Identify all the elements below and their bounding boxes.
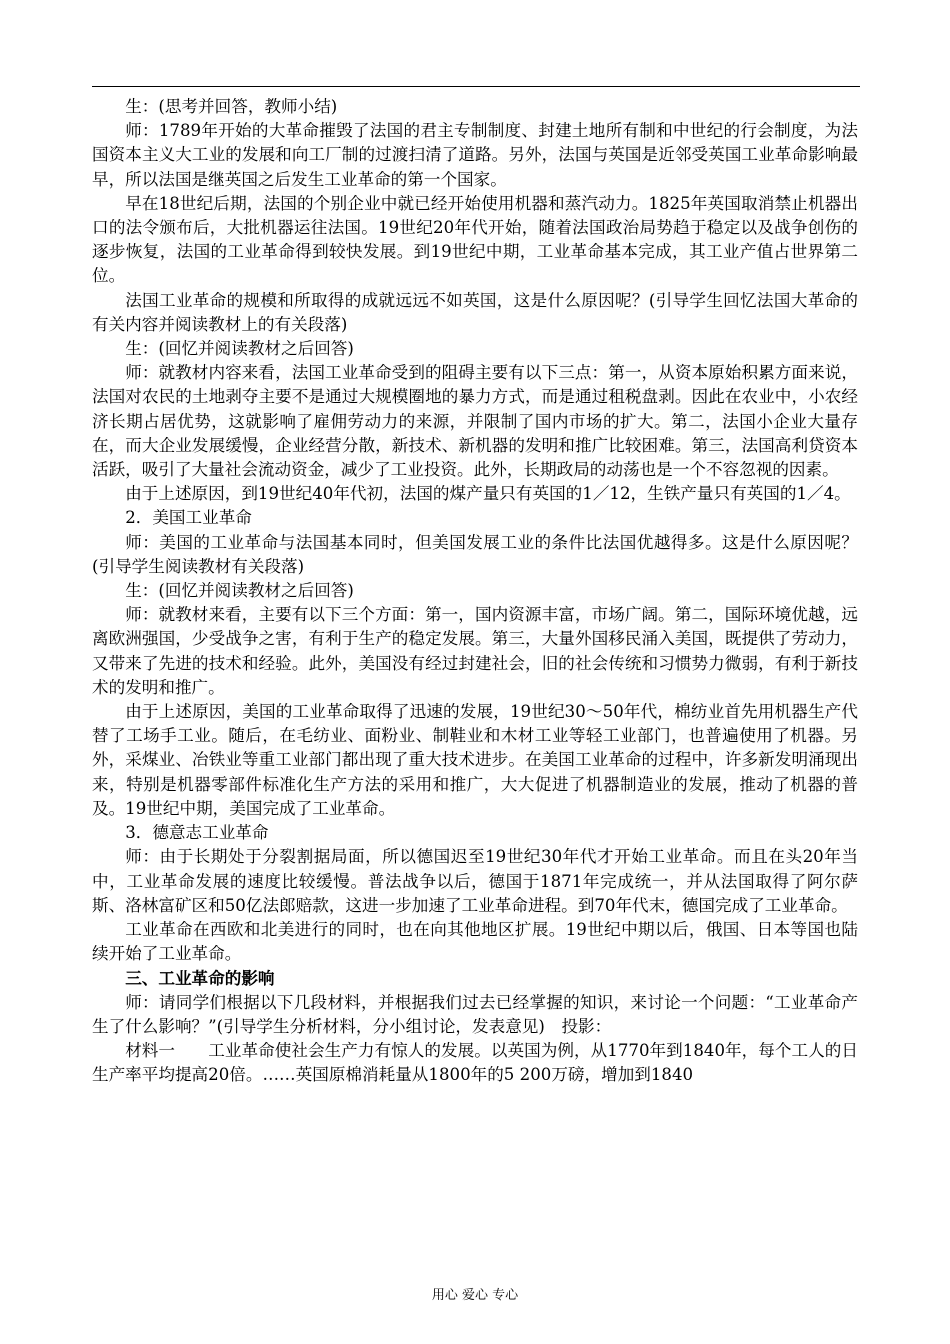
paragraph: 法国工业革命的规模和所取得的成就远远不如英国，这是什么原因呢？(引导学生回忆法国大革命的有关内容并阅读教材上的有关段落) <box>92 290 858 334</box>
section-heading: 三、工业革命的影响 <box>125 968 275 989</box>
paragraph: 生：(回忆并阅读教材之后回答) <box>125 581 354 601</box>
document-body <box>92 95 858 1087</box>
paragraph: 师：美国的工业革命与法国基本同时，但美国发展工业的条件比法国优越得多。这是什么原因呢？(引导学生阅读教材有关段落) <box>92 532 858 576</box>
paragraph: 早在18世纪后期，法国的个别企业中就已经开始使用机器和蒸汽动力。1825年英国取消禁止机器出口的法令颁布后，大批机器运往法国。19世纪20年代开始，随着法国政治局势趋于稳定以及战争创伤的逐步恢复，法国的工业革命得到较快发展。到19世纪中期，工业革命基本完成，其工业产值占世界第二位。 <box>92 193 858 286</box>
paragraph: 由于上述原因，美国的工业革命取得了迅速的发展，19世纪30～50年代，棉纺业首先用机器生产代替了工场手工业。随后，在毛纺业、面粉业、制鞋业和木材工业等轻工业部门，也普遍使用了机器。另外，采煤业、冶铁业等重工业部门都出现了重大技术进步。在美国工业革命的过程中，许多新发明涌现出来，特别是机器零部件标准化生产方法的采用和推广，大大促进了机器制造业的发展，推动了机器的普及。19世纪中期，美国完成了工业革命。 <box>92 702 858 818</box>
paragraph: 生：(回忆并阅读教材之后回答) <box>125 339 354 359</box>
subsection-title: 3．德意志工业革命 <box>125 823 269 843</box>
header-rule <box>92 86 860 87</box>
paragraph: 师：就教材内容来看，法国工业革命受到的阻碍主要有以下三点：第一，从资本原始积累方面来说，法国对农民的土地剥夺主要不是通过大规模圈地的暴力方式，而是通过租税盘剥。因此在农业中，小农经济长期占居优势，这就影响了雇佣劳动力的来源，并限制了国内市场的扩大。第二，法国小企业大量存在，而大企业发展缓慢，企业经营分散，新技术、新机器的发明和推广比较困难。第三，法国高利贷资本活跃，吸引了大量社会流动资金，减少了工业投资。此外，长期政局的动荡也是一个不容忽视的因素。 <box>92 363 858 480</box>
page-footer: 用心 爱心 专心 <box>431 1288 519 1303</box>
subsection-title: 2．美国工业革命 <box>125 508 252 528</box>
paragraph: 由于上述原因，到19世纪40年代初，法国的煤产量只有英国的1／12，生铁产量只有英国的1／4。 <box>125 484 851 504</box>
paragraph: 材料一 工业革命使社会生产力有惊人的发展。以英国为例，从1770年到1840年，每个工人的日生产率平均提高20倍。……英国原棉消耗量从1800年的5 200万磅，增加到1840 <box>92 1040 858 1085</box>
paragraph: 工业革命在西欧和北美进行的同时，也在向其他地区扩展。19世纪中期以后，俄国、日本等国也陆续开始了工业革命。 <box>92 919 858 964</box>
paragraph: 生：(思考并回答，教师小结) <box>125 97 338 116</box>
paragraph: 师：请同学们根据以下几段材料，并根据我们过去已经掌握的知识，来讨论一个问题：“工业革命产生了什么影响？”(引导学生分析材料，分小组讨论，发表意见) 投影： <box>92 992 858 1036</box>
paragraph: 师：1789年开始的大革命摧毁了法国的君主专制制度、封建土地所有制和中世纪的行会制度，为法国资本主义大工业的发展和向工厂制的过渡扫清了道路。另外，法国与英国是近邻受英国工业革命影响最早，所以法国是继英国之后发生工业革命的第一个国家。 <box>92 121 858 189</box>
paragraph: 师：就教材来看，主要有以下三个方面：第一，国内资源丰富，市场广阔。第二，国际环境优越，远离欧洲强国，少受战争之害，有利于生产的稳定发展。第三，大量外国移民涌入美国，既提供了劳动力，又带来了先进的技术和经验。此外，美国没有经过封建社会，旧的社会传统和习惯势力微弱，有利于新技术的发明和推广。 <box>92 605 858 697</box>
paragraph: 师：由于长期处于分裂割据局面，所以德国迟至19世纪30年代才开始工业革命。而且在头20年当中，工业革命发展的速度比较缓慢。普法战争以后，德国于1871年完成统一，并从法国取得了阿尔萨斯、洛林富矿区和50亿法郎赔款，这进一步加速了工业革命进程。到70年代末，德国完成了工业革命。 <box>92 847 858 915</box>
